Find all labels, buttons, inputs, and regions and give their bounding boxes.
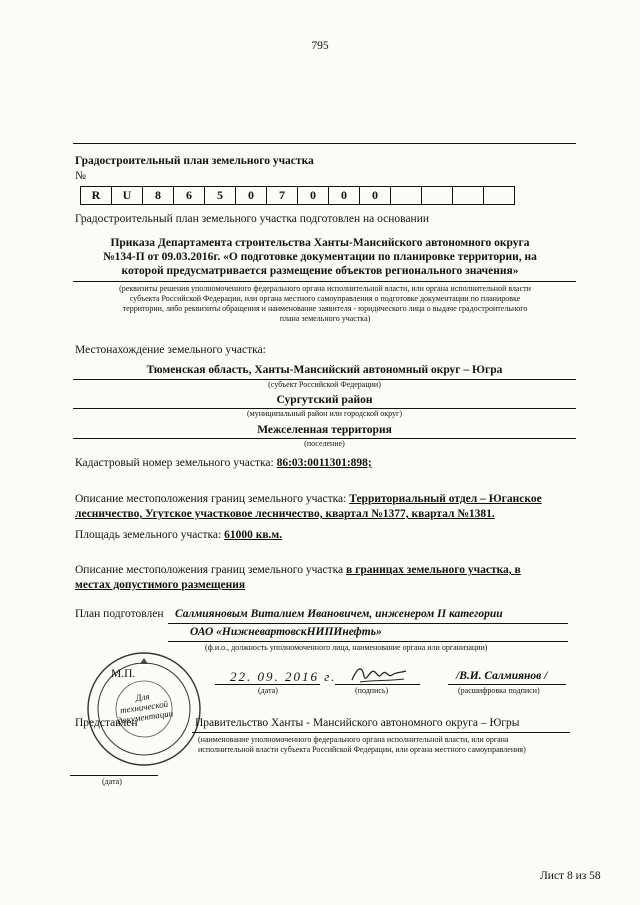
reg-cell	[453, 187, 484, 205]
reg-cell	[422, 187, 453, 205]
reg-cell: 8	[143, 187, 174, 205]
registration-number-grid	[80, 186, 515, 205]
district-note: (муниципальный район или городской округ)	[247, 409, 402, 418]
handwritten-signature	[348, 662, 408, 686]
basis-line: Приказа Департамента строительства Ханты-Мансийского автономного округа	[110, 237, 530, 249]
boundary-value: Территориальный отдел – Юганское	[349, 493, 542, 505]
prepared-label: План подготовлен	[75, 608, 164, 620]
presented-note-line: исполнительной власти субъекта Российской Федерации, или органа местного самоуправления)	[198, 745, 526, 754]
subject-value: Тюменская область, Ханты-Мансийский автономный округ – Югра	[146, 364, 503, 376]
reg-cell: U	[112, 187, 143, 205]
reg-cell	[484, 187, 515, 205]
sign-date-note: (дата)	[258, 686, 278, 695]
prepared-rule-2	[168, 641, 568, 642]
placement-label: Описание местоположения границ земельного участка	[75, 564, 344, 576]
round-stamp	[85, 650, 203, 768]
doc-title: Градостроительный план земельного участка	[75, 155, 314, 167]
date-field-note: (дата)	[102, 777, 122, 786]
area-row	[75, 529, 282, 541]
note-line: территории, либо реквизиты обращения и наименование заявителя - юридического лица о выдаче градостроительного	[122, 304, 528, 313]
note-line: субъекта Российской Федерации, или органа местного самоуправления о подготовке документации по планировке	[129, 294, 521, 303]
number-sign: №	[75, 170, 86, 182]
prepared-org: ОАО «НижневартовскНИПИнефть»	[190, 626, 382, 638]
placement-value-cont: местах допустимого размещения	[75, 579, 246, 591]
reg-cell: 0	[298, 187, 329, 205]
reg-cell: 0	[360, 187, 391, 205]
reg-cell: 5	[205, 187, 236, 205]
reg-cell: 0	[236, 187, 267, 205]
district-value: Сургутский район	[276, 394, 373, 406]
name-rule	[448, 684, 566, 685]
basis-document	[70, 236, 570, 278]
boundary-row	[75, 492, 585, 522]
boundary-label: Описание местоположения границ земельного участка:	[75, 493, 347, 505]
date-field-rule	[70, 775, 158, 776]
prepared-by: Салмияновым Виталием Ивановичем, инженером II категории	[175, 608, 503, 620]
reg-cell: 0	[329, 187, 360, 205]
reg-cell: 6	[174, 187, 205, 205]
reg-cell: R	[81, 187, 112, 205]
basis-rule	[73, 281, 576, 282]
note-line: плана земельного участка)	[279, 314, 371, 323]
presented-value: Правительство Ханты - Мансийского автономного округа – Югры	[195, 717, 520, 729]
location-label: Местонахождение земельного участка:	[75, 344, 266, 356]
presented-label: Представлен	[75, 717, 138, 729]
prepared-rule-1	[168, 623, 568, 624]
signature-rule	[335, 684, 420, 685]
basis-line: №134-П от 09.03.2016г. «О подготовке документации по планировке территории, на	[103, 251, 537, 263]
settlement-value: Межселенная территория	[257, 424, 392, 436]
presented-rule	[192, 732, 570, 733]
area-label: Площадь земельного участка:	[75, 529, 222, 541]
presented-note	[198, 735, 526, 755]
date-rule	[215, 684, 320, 685]
sign-name: /В.И. Салмиянов /	[456, 670, 548, 682]
stamp-text: Для технической документации	[117, 691, 174, 726]
placement-row	[75, 563, 585, 593]
page-number: 795	[311, 40, 329, 52]
cadastral-label: Кадастровый номер земельного участка:	[75, 457, 274, 469]
sheet-counter: Лист 8 из 58	[540, 870, 601, 882]
settlement-note: (поселение)	[304, 439, 345, 448]
basis-intro: Градостроительный план земельного участка подготовлен на основании	[75, 213, 430, 225]
basis-note	[70, 284, 580, 324]
cadastral-number: 86:03:0011301:898;	[276, 457, 372, 469]
prepared-note: (ф.и.о., должность уполномоченного лица, наименование органа или организации)	[205, 643, 488, 652]
cadastral-row	[75, 457, 372, 469]
note-line: (реквизиты решения уполномоченного федерального органа исполнительной власти, или органа исполнительной власти	[119, 284, 531, 293]
boundary-value-cont: лесничество, Угутское участковое лесничество, квартал №1377, квартал №1381.	[75, 508, 495, 520]
placement-value: в границах земельного участка, в	[346, 564, 521, 576]
reg-cell	[391, 187, 422, 205]
subject-note: (субъект Российской Федерации)	[268, 380, 381, 389]
header-rule	[73, 143, 576, 144]
sign-note: (подпись)	[355, 686, 389, 695]
area-value: 61000 кв.м.	[224, 529, 283, 541]
basis-line: которой предусматривается размещение объектов регионального значения»	[121, 265, 519, 277]
sign-date: 22. 09. 2016 г.	[230, 669, 337, 684]
presented-note-line: (наименование уполномоченного федерального органа исполнительной власти, или органа	[198, 735, 509, 744]
sign-name-note: (расшифровка подписи)	[458, 686, 540, 695]
stamp-mp: М.П.	[111, 668, 136, 680]
reg-cell: 7	[267, 187, 298, 205]
